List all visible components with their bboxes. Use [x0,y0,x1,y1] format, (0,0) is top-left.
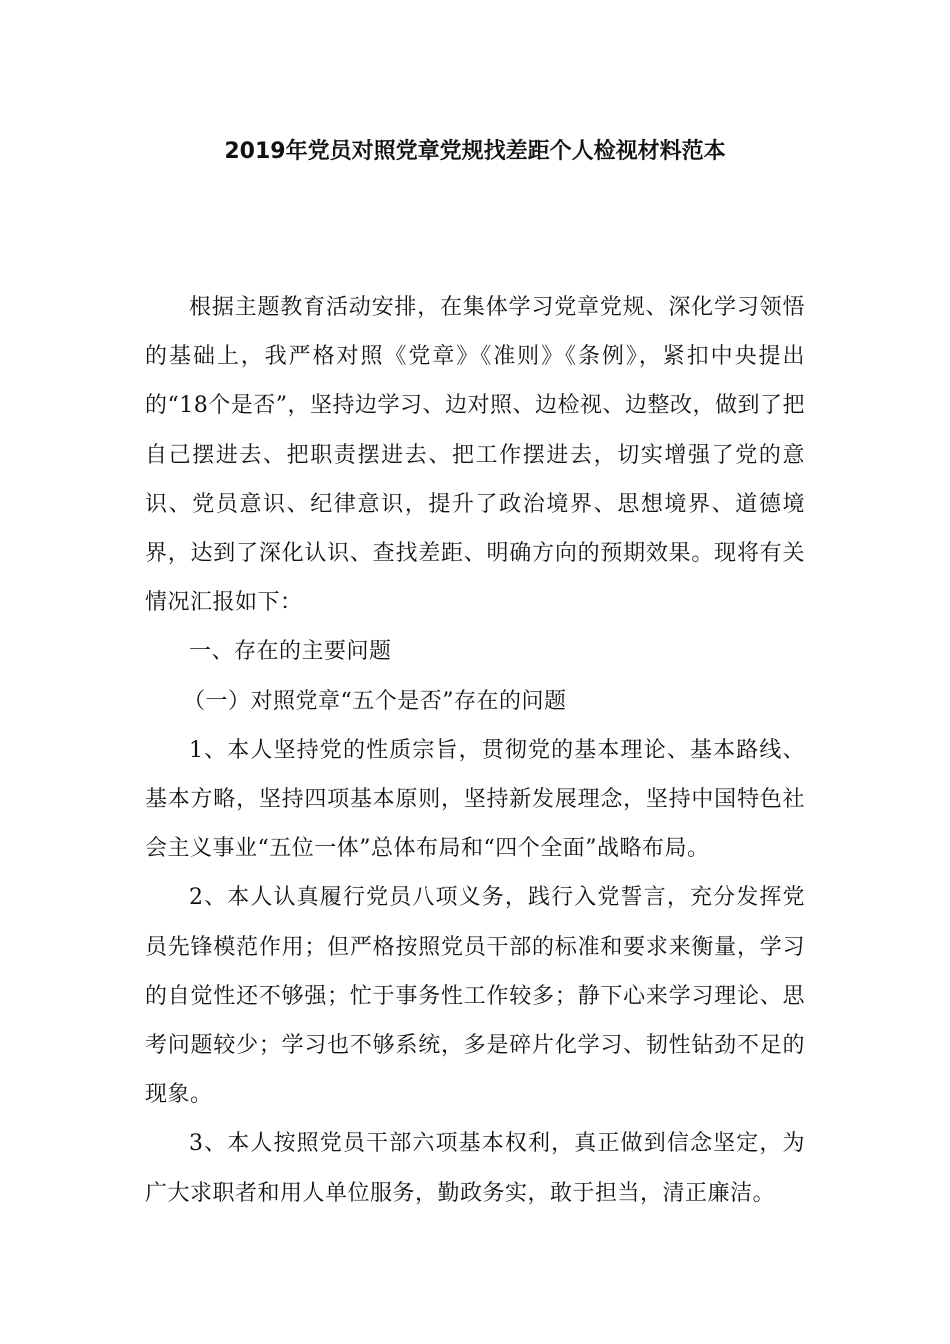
document-title: 2019年党员对照党章党规找差距个人检视材料范本 [224,139,726,164]
section-heading-problems: 一、存在的主要问题 [189,639,392,665]
paragraph-intro: 根据主题教育活动安排，在集体学习党章党规、深化学习领悟的基础上，我严格对照《党章》《准则》《条例》，紧扣中央提出的“18个是否”，坚持边学习、边对照、边检视、边整改，做到了把自己摆进去、把职责摆进去、把工作摆进去，切实增强了党的意识、党员意识、纪律意识，提升了政治境界、思想境界、道德境界，达到了深化认识、查找差距、明确方向的预期效果。现将有关情况汇报如下： [145,295,805,616]
paragraph-item-1: 1、本人坚持党的性质宗旨，贯彻党的基本理论、基本路线、基本方略，坚持四项基本原则，坚持新发展理念，坚持中国特色社会主义事业“五位一体”总体布局和“四个全面”战略布局。 [145,737,805,862]
paragraph-item-3: 3、本人按照党员干部六项基本权利，真正做到信念坚定，为广大求职者和用人单位服务，勤政务实，敢于担当，清正廉洁。 [145,1131,805,1206]
subsection-heading-five-questions: （一）对照党章“五个是否”存在的问题 [183,688,567,714]
document-body [145,283,805,1218]
paragraph-item-2: 2、本人认真履行党员八项义务，践行入党誓言，充分发挥党员先锋模范作用；但严格按照党员干部的标准和要求来衡量，学习的自觉性还不够强；忙于事务性工作较多；静下心来学习理论、思考问题较少；学习也不够系统，多是碎片化学习、韧性钻劲不足的现象。 [145,885,805,1108]
